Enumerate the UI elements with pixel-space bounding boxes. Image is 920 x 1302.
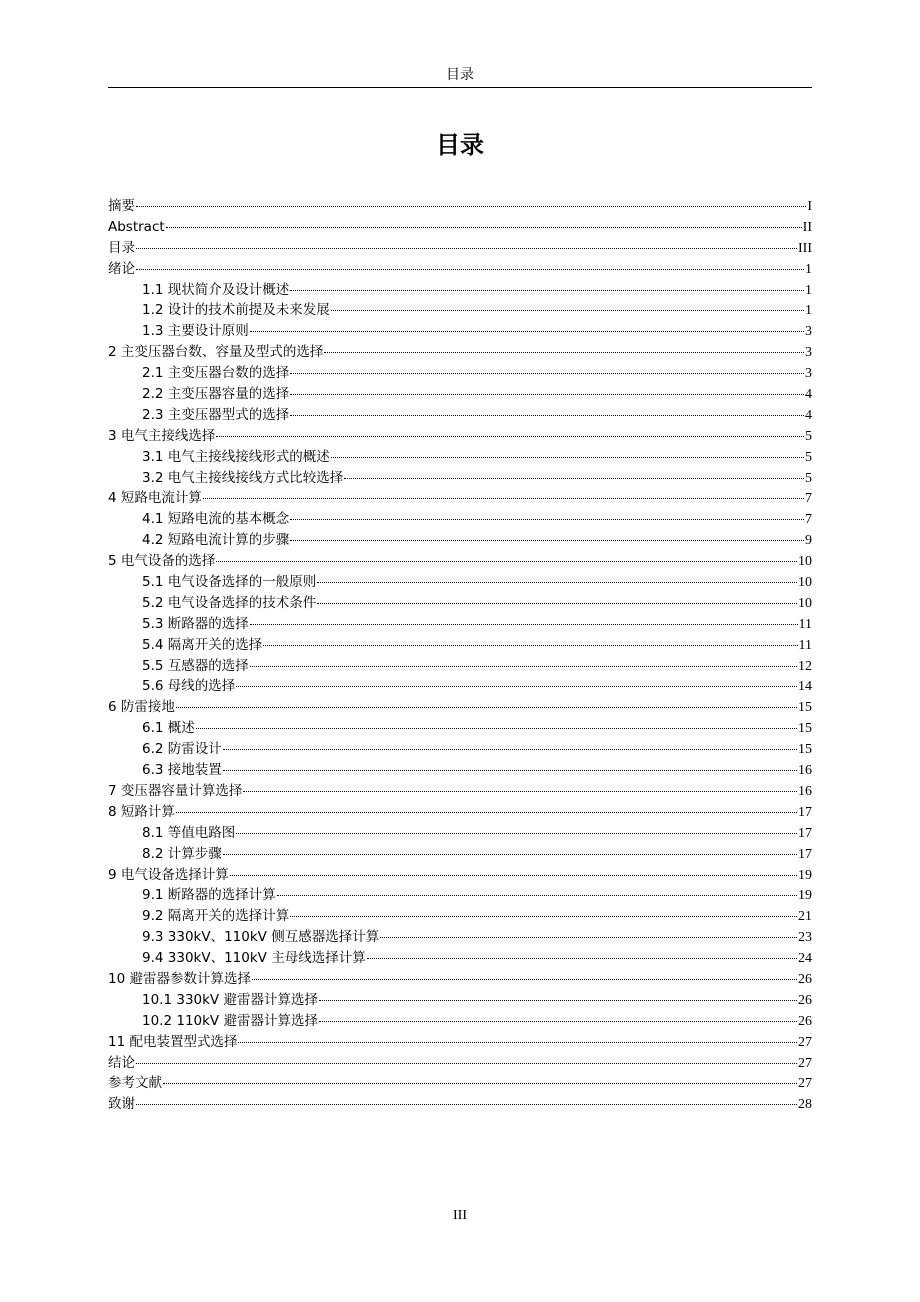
toc-entry-page: III [798,240,812,256]
table-of-contents [108,196,812,1115]
toc-entry[interactable] [108,551,812,572]
toc-entry[interactable] [108,865,812,886]
toc-dot-leader [136,205,806,207]
toc-dot-leader [136,247,797,249]
toc-dot-leader [216,560,797,562]
toc-entry-page: 1 [805,303,812,319]
toc-entry-page: 16 [798,783,812,799]
toc-entry-label: 3 电气主接线选择 [108,427,216,444]
toc-entry-page: 14 [798,679,812,695]
toc-entry-page: 26 [798,992,812,1008]
toc-entry-page: 11 [798,616,812,632]
toc-entry-label: 9.3 330kV、110kV 侧互感器选择计算 [142,929,380,946]
toc-dot-leader [250,623,798,625]
toc-entry-label: 9.4 330kV、110kV 主母线选择计算 [142,950,366,967]
toc-entry[interactable] [108,927,812,948]
toc-entry[interactable] [108,969,812,990]
toc-entry-page: 28 [798,1097,812,1113]
toc-entry-page: 15 [798,721,812,737]
toc-entry-label: 2 主变压器台数、容量及型式的选择 [108,344,324,361]
toc-entry[interactable] [108,572,812,593]
toc-entry-page: 27 [798,1034,812,1050]
toc-entry-page: 16 [798,763,812,779]
toc-entry-label: 5.3 断路器的选择 [142,615,249,632]
toc-entry-page: 19 [798,867,812,883]
toc-entry-label: 11 配电装置型式选择 [108,1033,238,1050]
toc-entry-label: 参考文献 [108,1075,162,1092]
toc-entry[interactable] [108,426,812,447]
toc-dot-leader [136,268,804,270]
toc-dot-leader [236,685,797,687]
toc-dot-leader [290,393,804,395]
toc-entry[interactable] [108,384,812,405]
toc-dot-leader [263,644,797,646]
toc-dot-leader [290,915,797,917]
toc-dot-leader [166,226,802,228]
toc-entry-page: 5 [805,428,812,444]
toc-dot-leader [344,477,804,479]
toc-entry[interactable] [108,1053,812,1074]
toc-entry[interactable] [108,990,812,1011]
toc-dot-leader [250,330,804,332]
toc-dot-leader [277,894,797,896]
toc-entry-label: 8 短路计算 [108,803,175,820]
toc-entry[interactable] [108,488,812,509]
toc-entry-page: 7 [805,512,812,528]
toc-dot-leader [290,414,804,416]
toc-entry-page: 5 [805,470,812,486]
toc-dot-leader [238,1041,797,1043]
toc-entry-page: 21 [798,909,812,925]
toc-entry[interactable] [108,781,812,802]
toc-entry-label: 8.2 计算步骤 [142,845,222,862]
toc-dot-leader [367,957,797,959]
toc-dot-leader [290,518,804,520]
toc-dot-leader [331,309,804,311]
toc-entry-label: 5 电气设备的选择 [108,553,216,570]
toc-entry[interactable] [108,217,812,238]
toc-entry[interactable] [108,802,812,823]
toc-entry[interactable] [108,238,812,259]
toc-dot-leader [380,936,797,938]
toc-entry[interactable] [108,259,812,280]
toc-entry[interactable] [108,509,812,530]
toc-entry-label: 9.2 隔离开关的选择计算 [142,908,290,925]
toc-dot-leader [223,769,797,771]
toc-entry-label: 5.5 互感器的选择 [142,657,249,674]
toc-entry-page: 23 [798,930,812,946]
toc-entry-page: 10 [798,575,812,591]
toc-entry[interactable] [108,468,812,489]
toc-entry[interactable] [108,321,812,342]
toc-dot-leader [230,874,797,876]
toc-entry-label: 1.3 主要设计原则 [142,323,249,340]
toc-entry[interactable] [108,363,812,384]
toc-entry-label: 5.6 母线的选择 [142,678,236,695]
toc-dot-leader [331,456,804,458]
toc-entry-page: 17 [798,846,812,862]
toc-entry-page: I [807,199,812,214]
toc-entry-label: 3.1 电气主接线接线形式的概述 [142,448,330,465]
toc-entry[interactable] [108,635,812,656]
toc-dot-leader [252,978,797,980]
toc-dot-leader [317,581,797,583]
toc-entry-label: 6 防雷接地 [108,699,175,716]
toc-entry-label: 6.1 概述 [142,720,195,737]
toc-entry-page: 5 [805,449,812,465]
toc-entry[interactable] [108,1032,812,1053]
toc-entry[interactable] [108,342,812,363]
toc-entry[interactable] [108,697,812,718]
toc-entry-page: 4 [805,387,812,403]
toc-entry-label: 2.1 主变压器台数的选择 [142,365,290,382]
toc-entry[interactable] [108,844,812,865]
toc-entry[interactable] [108,405,812,426]
toc-entry-label: 2.2 主变压器容量的选择 [142,386,290,403]
toc-entry-label: 8.1 等值电路图 [142,824,236,841]
toc-dot-leader [319,1020,797,1022]
toc-dot-leader [236,832,797,834]
toc-entry[interactable] [108,885,812,906]
toc-dot-leader [176,706,797,708]
toc-entry-label: 6.3 接地装置 [142,762,222,779]
toc-entry-label: 4.1 短路电流的基本概念 [142,511,290,528]
toc-entry-label: 7 变压器容量计算选择 [108,782,243,799]
toc-entry-label: 2.3 主变压器型式的选择 [142,406,290,423]
toc-entry-label: 绪论 [108,260,135,277]
toc-entry-page: 1 [805,282,812,298]
toc-entry-page: 7 [805,491,812,507]
toc-entry-page: 27 [798,1055,812,1071]
toc-entry[interactable] [108,1094,812,1115]
toc-entry[interactable] [108,656,812,677]
toc-entry-page: 17 [798,804,812,820]
toc-entry-page: 19 [798,888,812,904]
toc-entry-page: 17 [798,825,812,841]
toc-entry-label: 3.2 电气主接线接线方式比较选择 [142,469,344,486]
toc-dot-leader [319,999,797,1001]
toc-dot-leader [250,665,797,667]
toc-entry[interactable] [108,1011,812,1032]
toc-entry-label: 目录 [108,239,135,256]
toc-entry[interactable] [108,823,812,844]
toc-dot-leader [176,811,797,813]
toc-entry[interactable] [108,196,812,217]
toc-entry-label: 1.1 现状简介及设计概述 [142,281,290,298]
toc-dot-leader [136,1062,797,1064]
toc-entry-label: 10.1 330kV 避雷器计算选择 [142,991,318,1008]
toc-entry-page: 15 [798,742,812,758]
toc-dot-leader [163,1082,797,1084]
toc-entry-label: 摘要 [108,198,135,214]
toc-entry-label: 4.2 短路电流计算的步骤 [142,532,290,549]
toc-entry-label: Abstract [108,218,165,235]
toc-entry-label: 9.1 断路器的选择计算 [142,887,276,904]
toc-entry-page: II [802,219,812,235]
toc-entry-label: 9 电气设备选择计算 [108,866,229,883]
toc-entry-page: 10 [798,554,812,570]
toc-entry-page: 3 [805,324,812,340]
toc-entry[interactable] [108,906,812,927]
toc-entry[interactable] [108,760,812,781]
toc-dot-leader [216,435,804,437]
toc-entry-label: 10.2 110kV 避雷器计算选择 [142,1012,318,1029]
toc-entry[interactable] [108,280,812,301]
toc-dot-leader [290,289,804,291]
toc-entry[interactable] [108,676,812,697]
toc-entry-label: 5.4 隔离开关的选择 [142,636,263,653]
toc-entry-page: 15 [798,700,812,716]
toc-entry-page: 3 [805,345,812,361]
toc-entry-page: 4 [805,407,812,423]
toc-entry-label: 致谢 [108,1096,135,1113]
toc-entry-page: 10 [798,595,812,611]
toc-entry-label: 5.1 电气设备选择的一般原则 [142,574,317,591]
toc-entry-label: 1.2 设计的技术前提及未来发展 [142,302,330,319]
toc-dot-leader [290,539,804,541]
toc-entry-page: 26 [798,971,812,987]
toc-entry[interactable] [108,1073,812,1094]
toc-dot-leader [317,602,797,604]
toc-dot-leader [290,372,804,374]
toc-dot-leader [243,790,797,792]
toc-entry-label: 10 避雷器参数计算选择 [108,970,251,987]
toc-dot-leader [136,1103,797,1105]
toc-entry[interactable] [108,614,812,635]
toc-entry-label: 结论 [108,1054,135,1071]
toc-dot-leader [196,727,797,729]
toc-entry-page: 27 [798,1076,812,1092]
toc-entry[interactable] [108,530,812,551]
toc-entry[interactable] [108,447,812,468]
header-rule [108,87,812,88]
toc-dot-leader [223,748,797,750]
toc-entry[interactable] [108,718,812,739]
toc-entry-label: 6.2 防雷设计 [142,741,222,758]
toc-dot-leader [223,853,797,855]
toc-dot-leader [324,351,804,353]
running-header: 目录 [446,67,474,83]
toc-title: 目录 [436,131,484,159]
toc-dot-leader [203,497,804,499]
toc-entry[interactable] [108,593,812,614]
page-number: III [453,1208,467,1223]
toc-entry-page: 12 [798,658,812,674]
toc-entry[interactable] [108,300,812,321]
toc-entry-page: 9 [805,533,812,549]
toc-entry-label: 5.2 电气设备选择的技术条件 [142,594,317,611]
toc-entry[interactable] [108,948,812,969]
toc-entry-page: 11 [798,637,812,653]
toc-entry-page: 24 [798,951,812,967]
toc-entry-page: 26 [798,1013,812,1029]
toc-entry-page: 3 [805,366,812,382]
toc-entry[interactable] [108,739,812,760]
toc-entry-label: 4 短路电流计算 [108,490,202,507]
toc-entry-page: 1 [805,261,812,277]
